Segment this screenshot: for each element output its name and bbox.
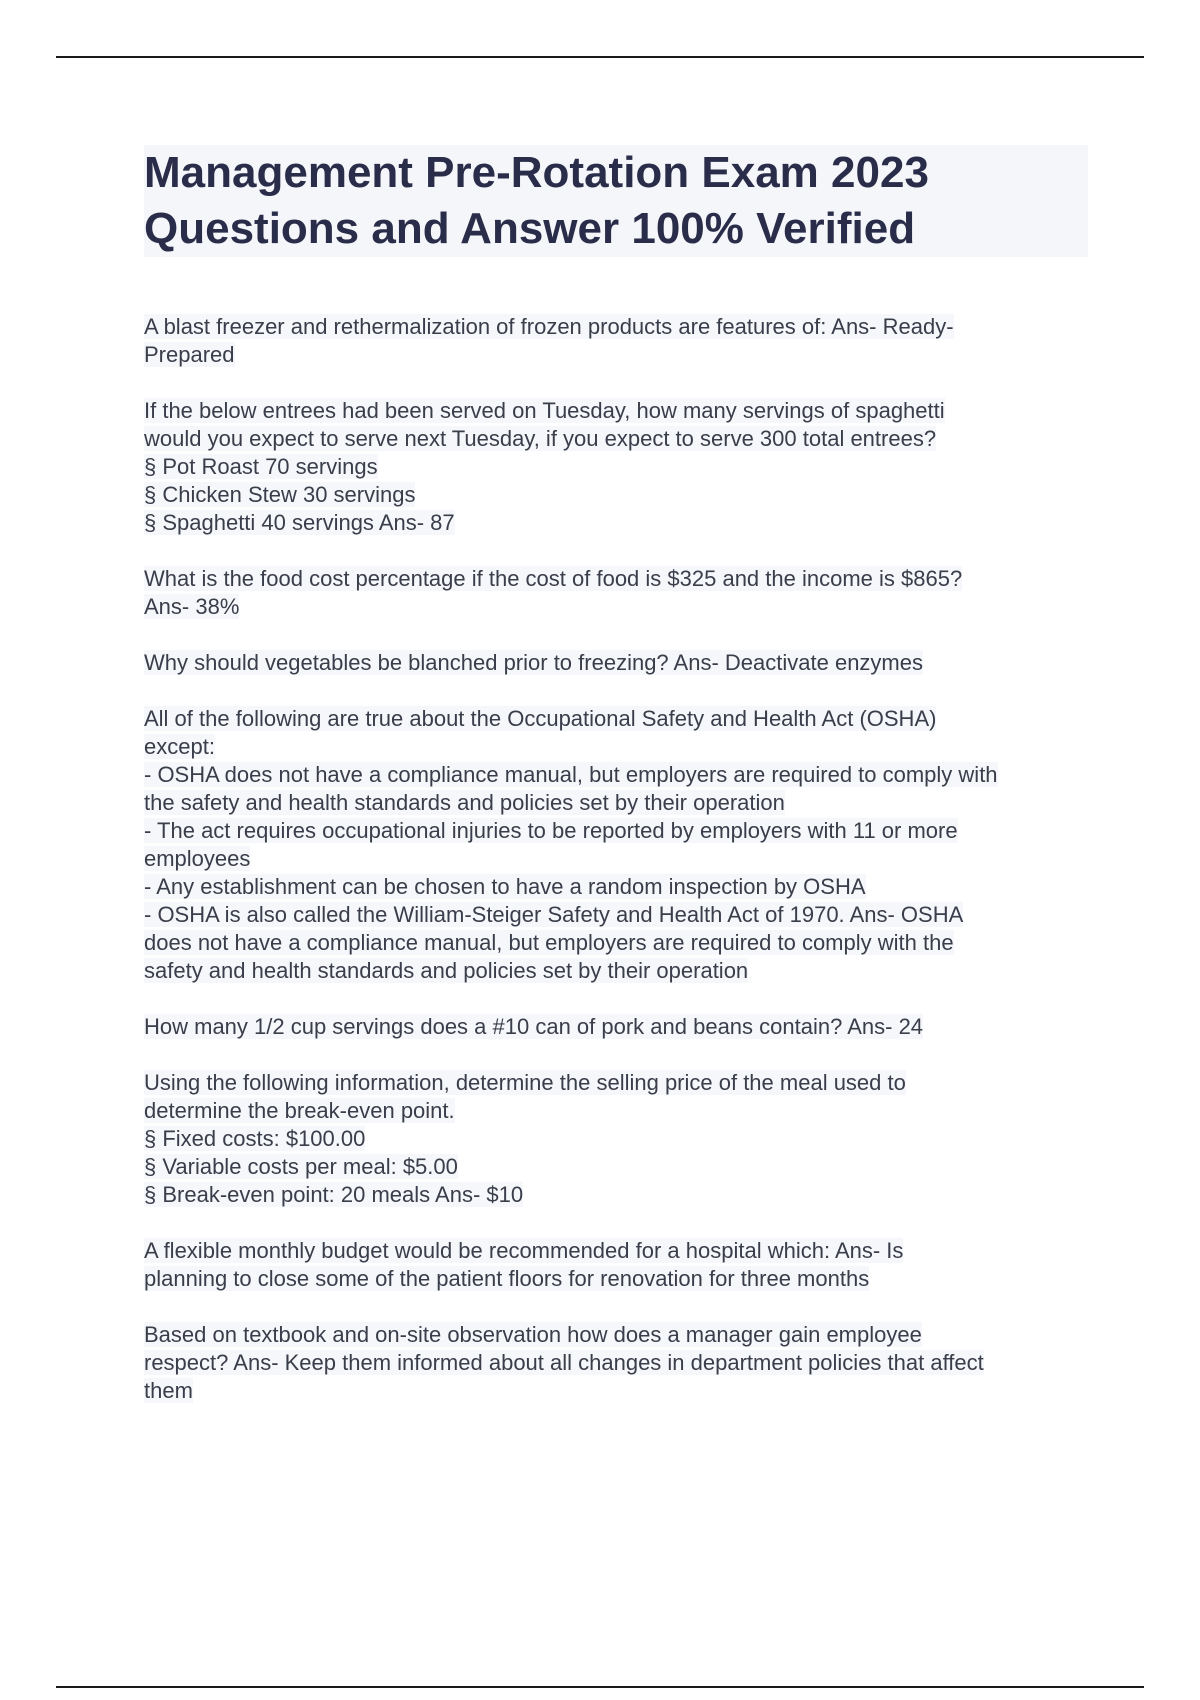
qa-text: Based on textbook and on-site observation how does a manager gain employee: [144, 1322, 922, 1347]
qa-line: [144, 817, 1088, 845]
qa-text: the safety and health standards and policies set by their operation: [144, 790, 785, 815]
qa-line: [144, 1153, 1088, 1181]
qa-text: § Spaghetti 40 servings Ans- 87: [144, 510, 455, 535]
qa-line: [144, 481, 1088, 509]
qa-line: [144, 1321, 1088, 1349]
qa-item: [144, 705, 1088, 985]
qa-text: § Pot Roast 70 servings: [144, 454, 378, 479]
qa-line: [144, 733, 1088, 761]
qa-line: [144, 1349, 1088, 1377]
qa-text: § Fixed costs: $100.00: [144, 1126, 366, 1151]
qa-text: What is the food cost percentage if the cost of food is $325 and the income is $865?: [144, 566, 963, 591]
qa-text: - The act requires occupational injuries to be reported by employers with 11 or more: [144, 818, 958, 843]
qa-line: [144, 1013, 1088, 1041]
title-line: Questions and Answer 100% Verified: [144, 204, 916, 253]
qa-line: [144, 565, 1088, 593]
qa-line: [144, 649, 1088, 677]
qa-line: [144, 761, 1088, 789]
qa-text: All of the following are true about the Occupational Safety and Health Act (OSHA): [144, 706, 937, 731]
qa-text: them: [144, 1378, 193, 1403]
qa-item: [144, 649, 1088, 677]
qa-line: [144, 593, 1088, 621]
qa-text: planning to close some of the patient floors for renovation for three months: [144, 1266, 870, 1291]
qa-line: [144, 425, 1088, 453]
qa-line: [144, 1125, 1088, 1153]
top-rule: [56, 56, 1144, 58]
qa-item: [144, 1237, 1088, 1293]
qa-text: A blast freezer and rethermalization of frozen products are features of: Ans- Ready-: [144, 314, 954, 339]
qa-text: § Chicken Stew 30 servings: [144, 482, 416, 507]
qa-item: [144, 1321, 1088, 1405]
qa-line: [144, 397, 1088, 425]
qa-line: [144, 873, 1088, 901]
qa-item: [144, 1013, 1088, 1041]
qa-item: [144, 397, 1088, 537]
qa-text: - OSHA does not have a compliance manual, but employers are required to comply with: [144, 762, 998, 787]
qa-text: § Break-even point: 20 meals Ans- $10: [144, 1182, 524, 1207]
qa-item: [144, 1069, 1088, 1209]
qa-text: respect? Ans- Keep them informed about all changes in department policies that affect: [144, 1350, 984, 1375]
qa-line: [144, 453, 1088, 481]
qa-line: [144, 1097, 1088, 1125]
title-block: [144, 145, 1088, 257]
qa-line: [144, 1069, 1088, 1097]
qa-line: [144, 789, 1088, 817]
qa-line: [144, 1265, 1088, 1293]
qa-text: If the below entrees had been served on Tuesday, how many servings of spaghetti: [144, 398, 945, 423]
qa-text: How many 1/2 cup servings does a #10 can of pork and beans contain? Ans- 24: [144, 1014, 924, 1039]
qa-text: Prepared: [144, 342, 235, 367]
qa-line: [144, 341, 1088, 369]
question-answer-list: [144, 313, 1088, 1433]
qa-line: [144, 957, 1088, 985]
qa-text: determine the break-even point.: [144, 1098, 455, 1123]
qa-text: would you expect to serve next Tuesday, if you expect to serve 300 total entrees?: [144, 426, 937, 451]
qa-line: [144, 1237, 1088, 1265]
qa-text: A flexible monthly budget would be recommended for a hospital which: Ans- Is: [144, 1238, 904, 1263]
qa-text: - OSHA is also called the William-Steiger Safety and Health Act of 1970. Ans- OSHA: [144, 902, 964, 927]
qa-text: Ans- 38%: [144, 594, 240, 619]
qa-line: [144, 705, 1088, 733]
qa-text: employees: [144, 846, 251, 871]
document-title: [144, 145, 1088, 257]
qa-line: [144, 1181, 1088, 1209]
qa-text: does not have a compliance manual, but employers are required to comply with the: [144, 930, 954, 955]
title-line: Management Pre-Rotation Exam 2023: [144, 148, 929, 197]
qa-line: [144, 845, 1088, 873]
bottom-rule: [56, 1686, 1144, 1688]
qa-text: § Variable costs per meal: $5.00: [144, 1154, 458, 1179]
qa-line: [144, 313, 1088, 341]
qa-text: safety and health standards and policies set by their operation: [144, 958, 749, 983]
qa-line: [144, 901, 1088, 929]
qa-line: [144, 1377, 1088, 1405]
qa-text: Why should vegetables be blanched prior to freezing? Ans- Deactivate enzymes: [144, 650, 923, 675]
qa-item: [144, 565, 1088, 621]
qa-line: [144, 929, 1088, 957]
qa-item: [144, 313, 1088, 369]
qa-text: Using the following information, determine the selling price of the meal used to: [144, 1070, 906, 1095]
qa-text: except:: [144, 734, 215, 759]
qa-line: [144, 509, 1088, 537]
qa-text: - Any establishment can be chosen to have a random inspection by OSHA: [144, 874, 866, 899]
